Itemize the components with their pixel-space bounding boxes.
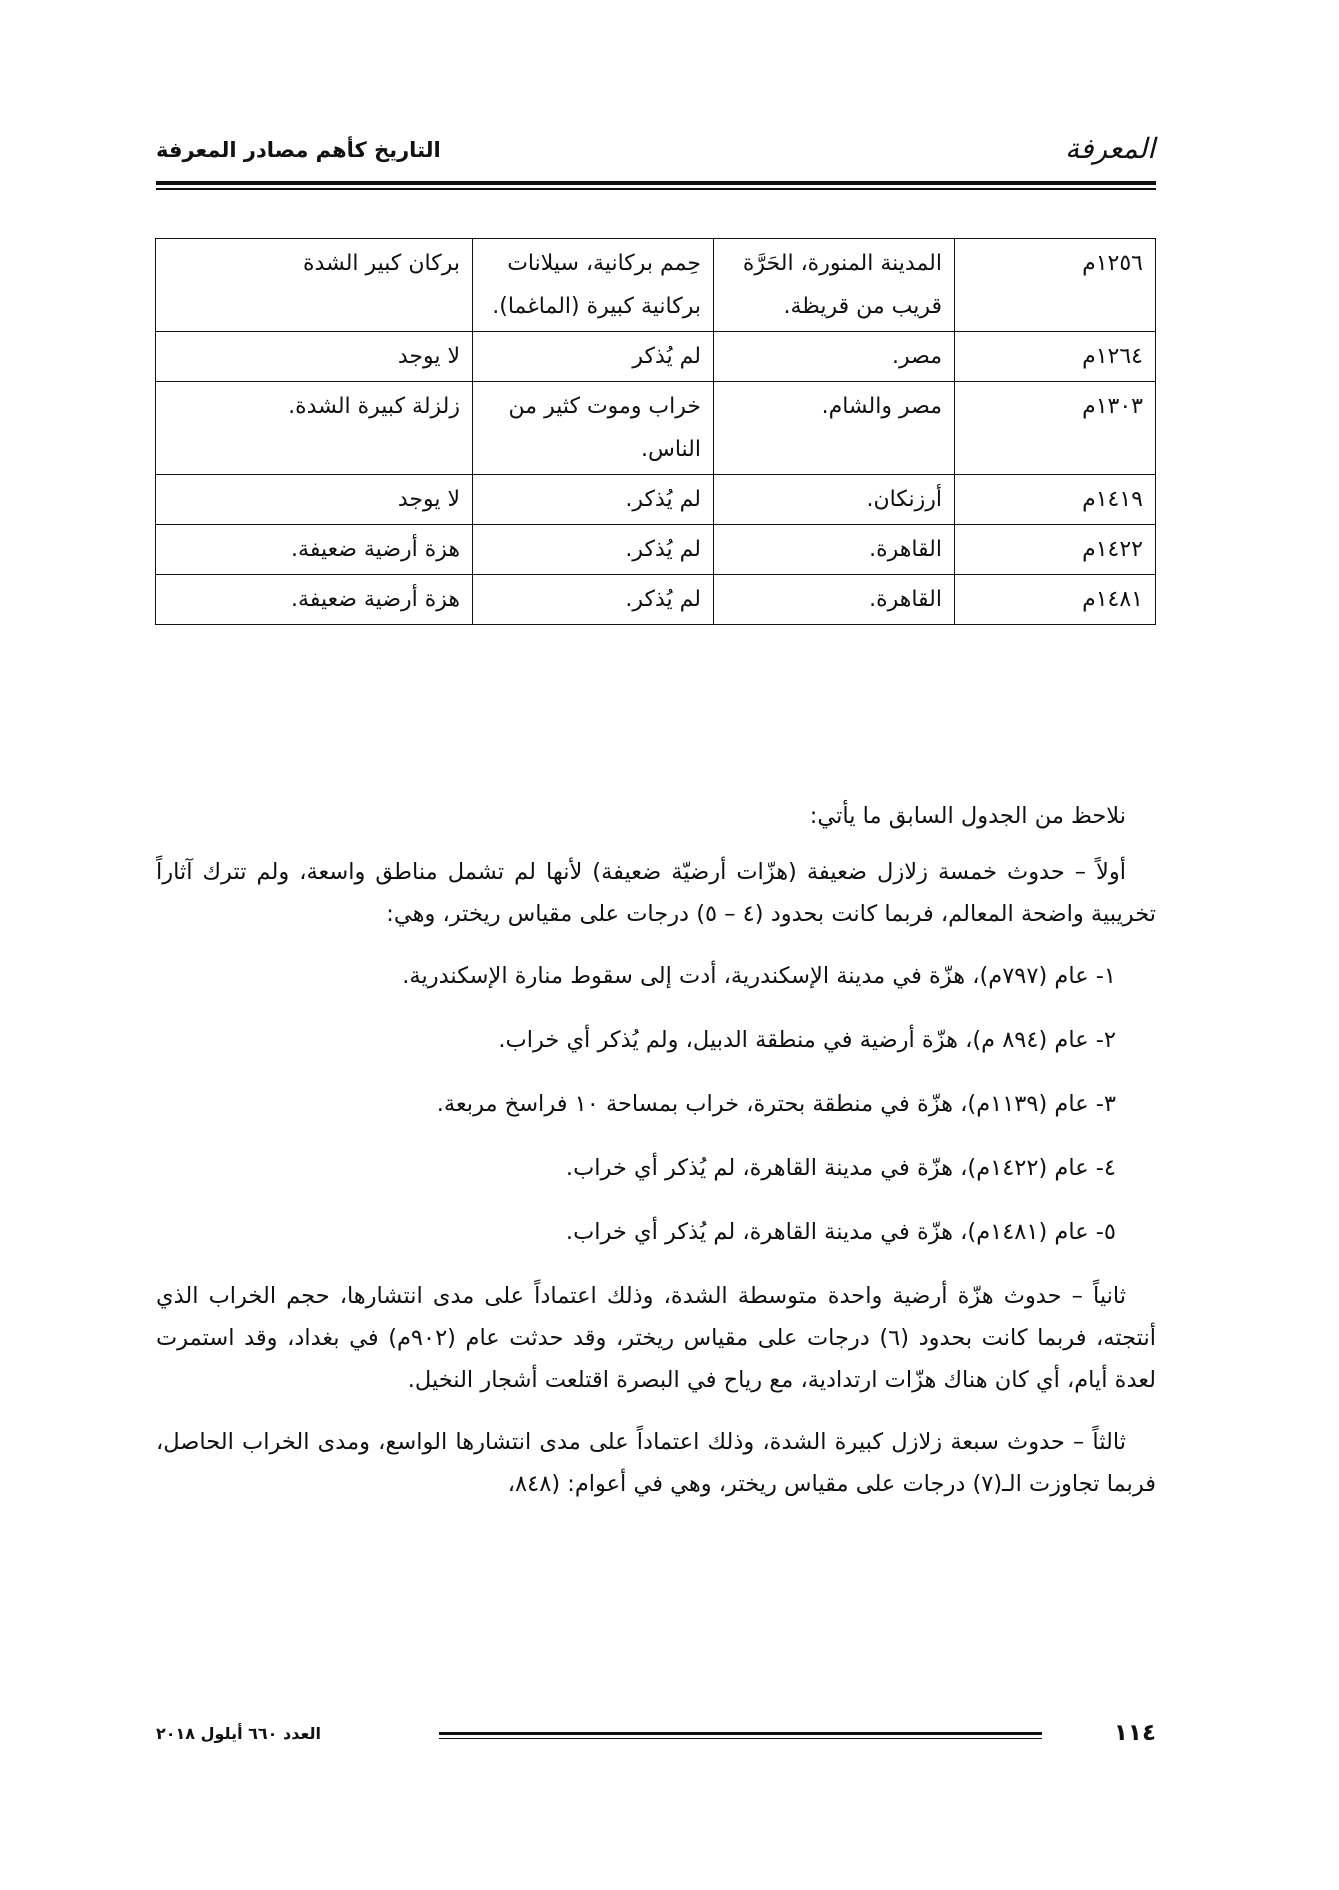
earthquake-table <box>155 238 1156 625</box>
cell-year: ١٢٥٦م <box>955 239 1156 332</box>
footer-rule-thin <box>439 1738 1042 1739</box>
cell-year: ١٤٢٢م <box>955 525 1156 575</box>
page-footer <box>156 1718 1156 1758</box>
article-body <box>156 795 1156 1525</box>
cell-type: لا يوجد <box>156 332 473 382</box>
table-row <box>156 382 1156 475</box>
cell-type: بركان كبير الشدة <box>156 239 473 332</box>
list-item: ٥- عام (١٤٨١م)، هزّة في مدينة القاهرة، لم يُذكر أي خراب. <box>565 1219 1116 1245</box>
list-item: ٤- عام (١٤٢٢م)، هزّة في مدينة القاهرة، لم يُذكر أي خراب. <box>565 1155 1116 1181</box>
cell-type: لا يوجد <box>156 475 473 525</box>
cell-place: مصر. <box>714 332 955 382</box>
cell-place: القاهرة. <box>714 525 955 575</box>
table-row <box>156 239 1156 332</box>
cell-year: ١٢٦٤م <box>955 332 1156 382</box>
cell-effect: لم يُذكر <box>473 332 714 382</box>
cell-effect: حِمم بركانية، سيلانات بركانية كبيرة (الماغما). <box>473 239 714 332</box>
intro-paragraph: نلاحظ من الجدول السابق ما يأتي: <box>809 803 1126 829</box>
page-header <box>156 128 1155 178</box>
cell-effect: خراب وموت كثير من الناس. <box>473 382 714 475</box>
cell-year: ١٤٨١م <box>955 575 1156 625</box>
weak-quakes-list <box>156 955 1156 1253</box>
table-row <box>156 475 1156 525</box>
cell-place: المدينة المنورة، الحَرَّة قريب من قريظة. <box>714 239 955 332</box>
cell-effect: لم يُذكر. <box>473 525 714 575</box>
paragraph-third: ثالثاً – حدوث سبعة زلازل كبيرة الشدة، وذلك اعتماداً على مدى انتشارها الواسع، ومدى الخراب الحاصل، فربما تجاوزت الـ(٧) درجات على مقياس ريختر، وهي في أعوام: (٨٤٨، <box>156 1429 1156 1497</box>
list-item: ٢- عام (٨٩٤ م)، هزّة أرضية في منطقة الدبيل، ولم يُذكر أي خراب. <box>498 1027 1116 1053</box>
paragraph-first: أولاً – حدوث خمسة زلازل ضعيفة (هزّات أرضيّة ضعيفة) لأنها لم تشمل مناطق واسعة، ولم تترك آثاراً تخريبية واضحة المعالم، فربما كانت بحدود (٤ – ٥) درجات على مقياس ريختر، وهي: <box>156 859 1156 927</box>
cell-type: زلزلة كبيرة الشدة. <box>156 382 473 475</box>
cell-year: ١٤١٩م <box>955 475 1156 525</box>
cell-place: مصر والشام. <box>714 382 955 475</box>
cell-effect: لم يُذكر. <box>473 475 714 525</box>
journal-logo: المعرفة <box>1065 132 1155 165</box>
table-row <box>156 332 1156 382</box>
cell-type: هزة أرضية ضعيفة. <box>156 575 473 625</box>
issue-info: العدد ٦٦٠ أيلول ٢٠١٨ <box>156 1724 321 1743</box>
footer-rule-thick <box>439 1732 1042 1735</box>
paragraph-second: ثانياً – حدوث هزّة أرضية واحدة متوسطة الشدة، وذلك اعتماداً على مدى انتشارها، حجم الخراب الذي أنتجته، فربما كانت بحدود (٦) درجات على مقياس ريختر، وقد حدثت عام (٩٠٢م) في بغداد، وقد استمرت لعدة أيام، أي كان هناك هزّات ارتدادية، مع رياح في البصرة اقتلعت أشجار النخيل. <box>156 1283 1156 1393</box>
running-title: التاريخ كأهم مصادر المعرفة <box>156 138 441 162</box>
header-rule-thin <box>156 188 1156 190</box>
page-number: ١١٤ <box>1113 1720 1156 1746</box>
list-item: ١- عام (٧٩٧م)، هزّة في مدينة الإسكندرية، أدت إلى سقوط منارة الإسكندرية. <box>402 963 1116 989</box>
cell-place: أرزنكان. <box>714 475 955 525</box>
header-rule-thick <box>156 181 1156 185</box>
cell-type: هزة أرضية ضعيفة. <box>156 525 473 575</box>
cell-place: القاهرة. <box>714 575 955 625</box>
cell-year: ١٣٠٣م <box>955 382 1156 475</box>
table-row <box>156 525 1156 575</box>
list-item: ٣- عام (١١٣٩م)، هزّة في منطقة بحترة، خراب بمساحة ١٠ فراسخ مربعة. <box>436 1091 1116 1117</box>
table-row <box>156 575 1156 625</box>
cell-effect: لم يُذكر. <box>473 575 714 625</box>
